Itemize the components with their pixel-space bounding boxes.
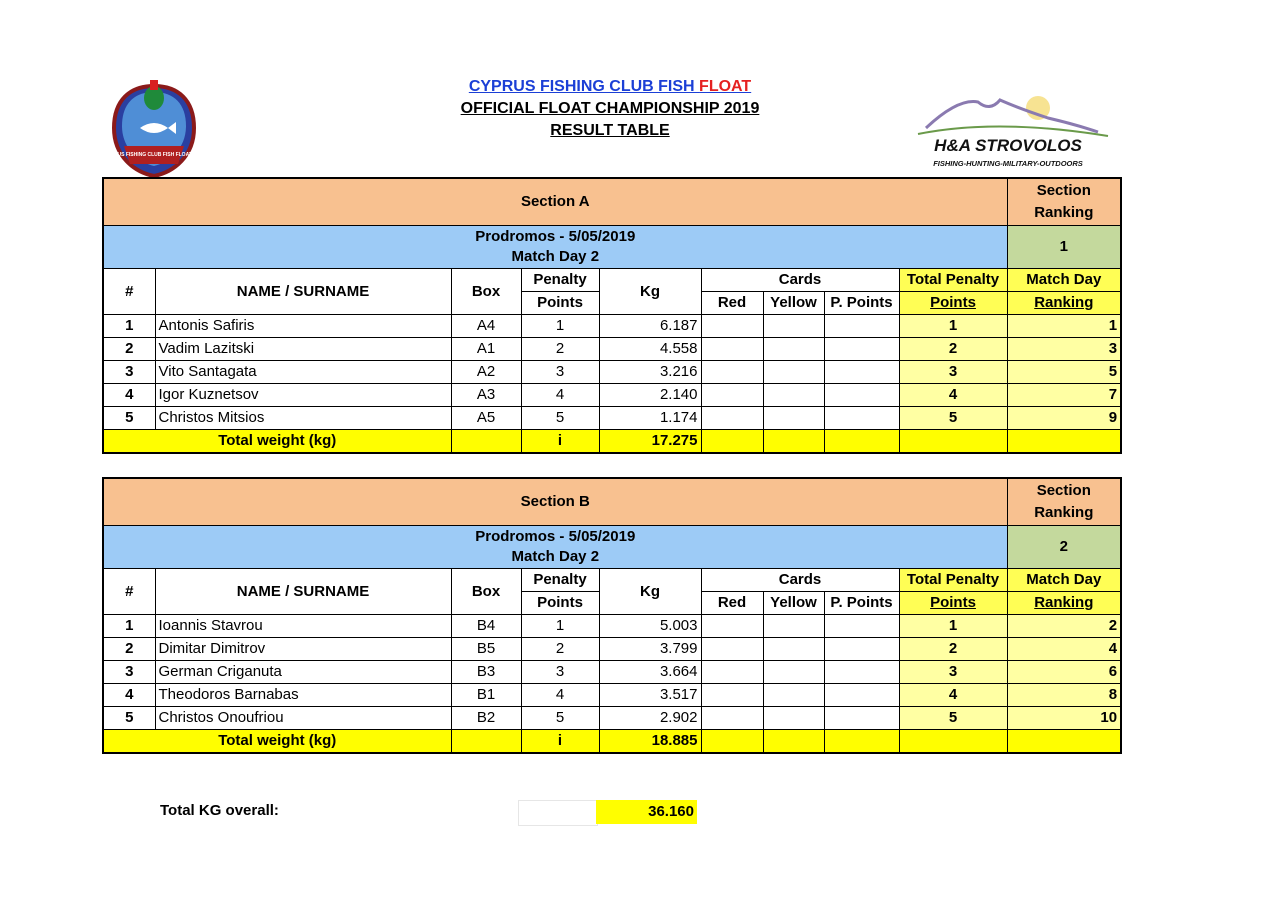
row-red <box>701 315 763 338</box>
row-penalty: 2 <box>521 338 599 361</box>
col-yellow: Yellow <box>763 292 824 315</box>
row-name: Christos Onoufriou <box>155 707 451 730</box>
table-row <box>103 384 1121 407</box>
section-ranking-header: Section Ranking <box>1007 178 1121 226</box>
row-kg: 3.216 <box>599 361 701 384</box>
row-name: Vadim Lazitski <box>155 338 451 361</box>
header-result-table: RESULT TABLE <box>550 122 670 139</box>
section-title: Section B <box>103 478 1007 526</box>
section-table <box>102 477 1122 754</box>
row-md-ranking: 8 <box>1007 684 1121 707</box>
row-md-ranking: 5 <box>1007 361 1121 384</box>
col-name: NAME / SURNAME <box>155 569 451 615</box>
row-red <box>701 661 763 684</box>
col-num: # <box>103 569 155 615</box>
row-penalty: 1 <box>521 315 599 338</box>
header-subtitle: OFFICIAL FLOAT CHAMPIONSHIP 2019 <box>460 100 760 117</box>
row-ppoints <box>824 407 899 430</box>
document-header <box>380 78 840 144</box>
row-penalty: 1 <box>521 615 599 638</box>
row-red <box>701 638 763 661</box>
row-yellow <box>763 684 824 707</box>
col-name: NAME / SURNAME <box>155 269 451 315</box>
total-kg: 17.275 <box>599 430 701 454</box>
row-box: B2 <box>451 707 521 730</box>
row-name: German Criganuta <box>155 661 451 684</box>
row-yellow <box>763 361 824 384</box>
row-md-ranking: 1 <box>1007 315 1121 338</box>
row-num: 3 <box>103 661 155 684</box>
row-ppoints <box>824 684 899 707</box>
row-num: 2 <box>103 638 155 661</box>
row-box: A1 <box>451 338 521 361</box>
section-ranking-value: 2 <box>1007 526 1121 569</box>
header-title: CYPRUS FISHING CLUB FISH FLOAT <box>468 78 752 95</box>
row-box: B4 <box>451 615 521 638</box>
row-penalty: 5 <box>521 707 599 730</box>
total-mark: i <box>521 730 599 754</box>
header-title-accent: FLOAT <box>699 78 752 95</box>
total-kg: 18.885 <box>599 730 701 754</box>
section-title: Section A <box>103 178 1007 226</box>
row-penalty: 3 <box>521 361 599 384</box>
row-num: 1 <box>103 615 155 638</box>
row-penalty: 4 <box>521 684 599 707</box>
sponsor-tagline: FISHING-HUNTING-MILITARY-OUTDOORS <box>933 159 1083 168</box>
col-num: # <box>103 269 155 315</box>
sponsor-logo <box>898 88 1120 172</box>
row-ppoints <box>824 384 899 407</box>
col-red: Red <box>701 292 763 315</box>
overall-value: 36.160 <box>596 800 697 824</box>
col-md-ranking-sub: Ranking <box>1007 592 1121 615</box>
sponsor-brand: H&A STROVOLOS <box>934 136 1082 155</box>
row-penalty: 2 <box>521 638 599 661</box>
total-box <box>451 430 521 454</box>
row-md-ranking: 2 <box>1007 615 1121 638</box>
col-box: Box <box>451 269 521 315</box>
row-total-penalty: 4 <box>899 684 1007 707</box>
table-row <box>103 661 1121 684</box>
col-red: Red <box>701 592 763 615</box>
row-ppoints <box>824 661 899 684</box>
total-md <box>1007 430 1121 454</box>
row-md-ranking: 9 <box>1007 407 1121 430</box>
row-num: 5 <box>103 407 155 430</box>
row-box: B5 <box>451 638 521 661</box>
section-location: Prodromos - 5/05/2019 Match Day 2 <box>103 226 1007 269</box>
row-penalty: 5 <box>521 407 599 430</box>
row-md-ranking: 3 <box>1007 338 1121 361</box>
row-yellow <box>763 315 824 338</box>
row-total-penalty: 1 <box>899 615 1007 638</box>
row-total-penalty: 3 <box>899 361 1007 384</box>
table-row <box>103 361 1121 384</box>
total-label: Total weight (kg) <box>103 730 451 754</box>
row-penalty: 3 <box>521 661 599 684</box>
table-row <box>103 684 1121 707</box>
total-label: Total weight (kg) <box>103 430 451 454</box>
total-box <box>451 730 521 754</box>
row-num: 2 <box>103 338 155 361</box>
table-row <box>103 407 1121 430</box>
row-ppoints <box>824 315 899 338</box>
col-ppoints: P. Points <box>824 592 899 615</box>
row-name: Dimitar Dimitrov <box>155 638 451 661</box>
row-total-penalty: 5 <box>899 407 1007 430</box>
club-logo-text: CYPRUS FISHING CLUB FISH FLOAT 2009 <box>108 152 200 158</box>
table-row <box>103 638 1121 661</box>
table-row <box>103 615 1121 638</box>
total-md <box>1007 730 1121 754</box>
row-ppoints <box>824 638 899 661</box>
row-box: B1 <box>451 684 521 707</box>
row-md-ranking: 7 <box>1007 384 1121 407</box>
overall-label: Total KG overall: <box>160 802 279 819</box>
row-box: A3 <box>451 384 521 407</box>
row-box: A4 <box>451 315 521 338</box>
col-kg: Kg <box>599 269 701 315</box>
row-kg: 2.902 <box>599 707 701 730</box>
row-name: Christos Mitsios <box>155 407 451 430</box>
row-name: Theodoros Barnabas <box>155 684 451 707</box>
row-red <box>701 338 763 361</box>
row-ppoints <box>824 707 899 730</box>
row-total-penalty: 5 <box>899 707 1007 730</box>
total-row <box>103 430 1121 454</box>
row-total-penalty: 1 <box>899 315 1007 338</box>
total-yellow <box>763 730 824 754</box>
row-total-penalty: 3 <box>899 661 1007 684</box>
table-row <box>103 338 1121 361</box>
row-name: Ioannis Stavrou <box>155 615 451 638</box>
row-kg: 6.187 <box>599 315 701 338</box>
row-red <box>701 384 763 407</box>
row-kg: 1.174 <box>599 407 701 430</box>
row-ppoints <box>824 361 899 384</box>
row-kg: 4.558 <box>599 338 701 361</box>
row-num: 1 <box>103 315 155 338</box>
row-yellow <box>763 338 824 361</box>
row-box: A2 <box>451 361 521 384</box>
total-mark: i <box>521 430 599 454</box>
row-md-ranking: 10 <box>1007 707 1121 730</box>
row-red <box>701 707 763 730</box>
col-yellow: Yellow <box>763 592 824 615</box>
row-total-penalty: 2 <box>899 638 1007 661</box>
row-md-ranking: 6 <box>1007 661 1121 684</box>
row-num: 5 <box>103 707 155 730</box>
row-ppoints <box>824 615 899 638</box>
col-md-ranking: Match Day <box>1007 569 1121 592</box>
row-num: 4 <box>103 384 155 407</box>
col-total-penalty: Total Penalty <box>899 269 1007 292</box>
row-name: Antonis Safiris <box>155 315 451 338</box>
total-ppoints <box>824 730 899 754</box>
row-num: 3 <box>103 361 155 384</box>
col-total-penalty-sub: Points <box>899 292 1007 315</box>
row-kg: 3.664 <box>599 661 701 684</box>
col-ppoints: P. Points <box>824 292 899 315</box>
row-box: A5 <box>451 407 521 430</box>
row-yellow <box>763 661 824 684</box>
row-total-penalty: 4 <box>899 384 1007 407</box>
col-kg: Kg <box>599 569 701 615</box>
row-name: Vito Santagata <box>155 361 451 384</box>
club-logo <box>108 78 200 178</box>
row-yellow <box>763 638 824 661</box>
col-box: Box <box>451 569 521 615</box>
row-kg: 3.517 <box>599 684 701 707</box>
row-ppoints <box>824 338 899 361</box>
total-yellow <box>763 430 824 454</box>
row-md-ranking: 4 <box>1007 638 1121 661</box>
section-table <box>102 177 1122 454</box>
overall-blank-cell <box>518 800 598 826</box>
total-red <box>701 430 763 454</box>
row-penalty: 4 <box>521 384 599 407</box>
col-total-penalty: Total Penalty <box>899 569 1007 592</box>
row-num: 4 <box>103 684 155 707</box>
section-ranking-value: 1 <box>1007 226 1121 269</box>
row-red <box>701 361 763 384</box>
total-penalty-sum <box>899 730 1007 754</box>
row-kg: 3.799 <box>599 638 701 661</box>
section-ranking-header: Section Ranking <box>1007 478 1121 526</box>
row-total-penalty: 2 <box>899 338 1007 361</box>
col-penalty-sub: Points <box>521 292 599 315</box>
col-penalty: Penalty <box>521 569 599 592</box>
row-name: Igor Kuznetsov <box>155 384 451 407</box>
row-red <box>701 407 763 430</box>
total-ppoints <box>824 430 899 454</box>
row-yellow <box>763 707 824 730</box>
row-red <box>701 684 763 707</box>
row-kg: 5.003 <box>599 615 701 638</box>
total-penalty-sum <box>899 430 1007 454</box>
col-penalty: Penalty <box>521 269 599 292</box>
col-total-penalty-sub: Points <box>899 592 1007 615</box>
row-red <box>701 615 763 638</box>
col-cards: Cards <box>701 269 899 292</box>
row-yellow <box>763 384 824 407</box>
table-row <box>103 707 1121 730</box>
table-row <box>103 315 1121 338</box>
row-yellow <box>763 615 824 638</box>
col-cards: Cards <box>701 569 899 592</box>
row-kg: 2.140 <box>599 384 701 407</box>
total-red <box>701 730 763 754</box>
section-location: Prodromos - 5/05/2019 Match Day 2 <box>103 526 1007 569</box>
col-md-ranking-sub: Ranking <box>1007 292 1121 315</box>
total-row <box>103 730 1121 754</box>
col-penalty-sub: Points <box>521 592 599 615</box>
row-box: B3 <box>451 661 521 684</box>
col-md-ranking: Match Day <box>1007 269 1121 292</box>
row-yellow <box>763 407 824 430</box>
